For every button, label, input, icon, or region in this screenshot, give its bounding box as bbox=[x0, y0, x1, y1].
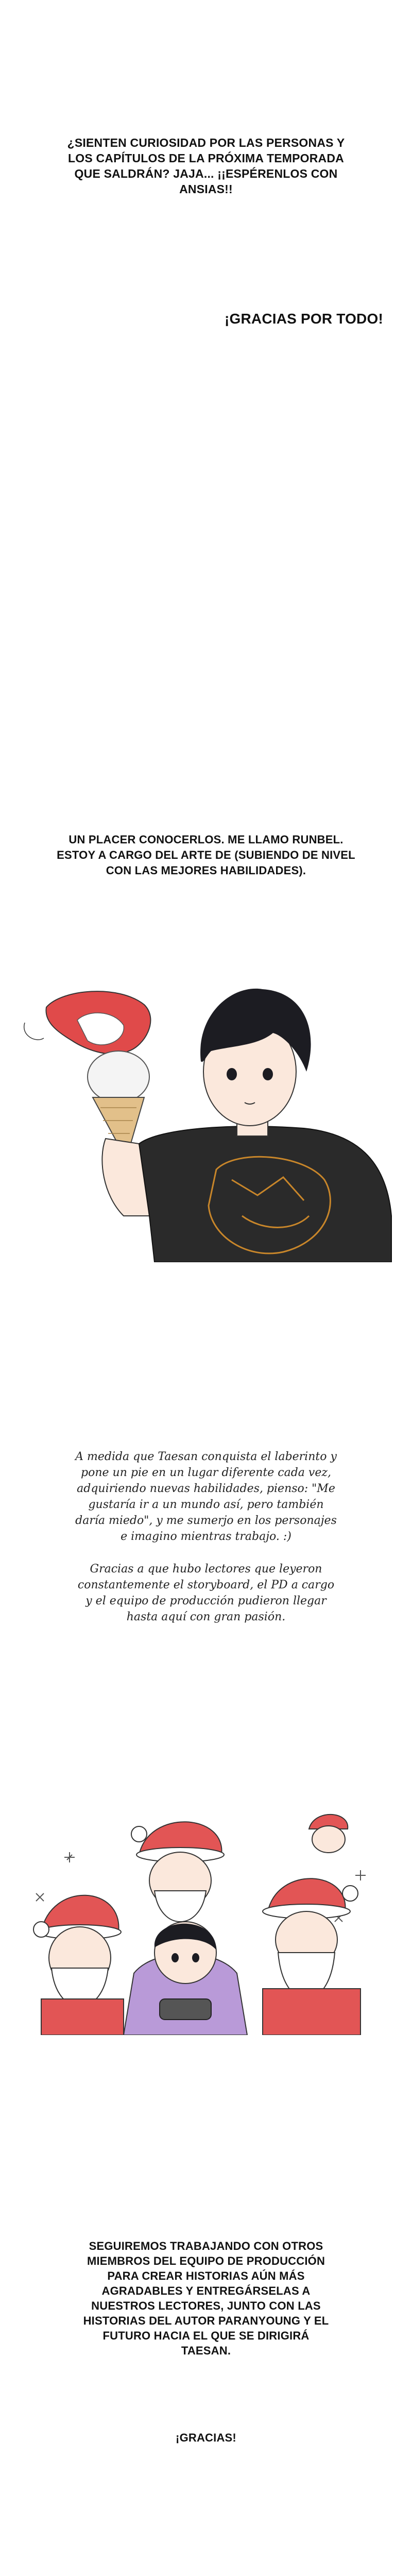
text-line: TAESAN. bbox=[181, 2344, 231, 2357]
text-line: CON LAS MEJORES HABILIDADES). bbox=[106, 864, 306, 877]
text-line: ANSIAS!! bbox=[179, 182, 233, 196]
artist-intro-text bbox=[0, 832, 412, 878]
text-line: ESTOY A CARGO DEL ARTE DE (SUBIENDO DE NIVEL bbox=[57, 849, 355, 861]
text-line: SEGUIREMOS TRABAJANDO CON OTROS bbox=[89, 2240, 323, 2252]
artist-message-text bbox=[0, 1449, 412, 1545]
text-line: PARA CREAR HISTORIAS AÚN MÁS bbox=[107, 2269, 305, 2282]
text-line: AGRADABLES Y ENTREGÁRSELAS A bbox=[101, 2284, 311, 2297]
text-line: e imagino mientras trabajo. :) bbox=[121, 1530, 291, 1543]
text-line: FUTURO HACIA EL QUE SE DIRIGIRÁ bbox=[102, 2329, 310, 2342]
text-line: ¿SIENTEN CURIOSIDAD POR LAS PERSONAS Y bbox=[67, 136, 345, 149]
text-line: UN PLACER CONOCERLOS. ME LLAMO RUNBEL. bbox=[68, 833, 344, 846]
text-line: constantemente el storyboard, el PD a cargo bbox=[77, 1579, 335, 1591]
artist-illustration bbox=[15, 974, 407, 1262]
taesan-character bbox=[124, 1922, 247, 2035]
santa-character bbox=[33, 1895, 124, 2035]
santa-character bbox=[263, 1878, 360, 2035]
gratitude-text bbox=[0, 1561, 412, 1625]
small-santa-character bbox=[309, 1815, 348, 1853]
thanks-final-text: ¡GRACIAS! bbox=[176, 2431, 236, 2444]
text-line: gustaría ir a un mundo así, pero también bbox=[88, 1498, 324, 1511]
text-line: pone un pie en un lugar diferente cada vez, bbox=[81, 1466, 331, 1479]
text-line: adquiriendo nuevas habilidades, pienso: "Me bbox=[77, 1482, 335, 1495]
text-line: NUESTROS LECTORES, JUNTO CON LAS bbox=[91, 2299, 321, 2312]
text-line: MIEMBROS DEL EQUIPO DE PRODUCCIÓN bbox=[87, 2255, 325, 2267]
text-line: QUE SALDRÁN? JAJA... ¡¡ESPÉRENLOS CON bbox=[74, 167, 338, 180]
text-line: hasta aquí con gran pasión. bbox=[126, 1611, 286, 1623]
text-line: Gracias a que hubo lectores que leyeron bbox=[90, 1563, 322, 1575]
text-line: daría miedo", y me sumerjo en los personajes bbox=[75, 1514, 337, 1527]
santa-character bbox=[131, 1822, 224, 1922]
text-line: A medida que Taesan conquista el laberinto y bbox=[75, 1450, 337, 1463]
closing-message-text bbox=[0, 2239, 412, 2358]
text-line: y el equipo de producción pudieron llegar bbox=[85, 1595, 327, 1607]
thanks-all-text: ¡GRACIAS POR TODO! bbox=[225, 311, 383, 327]
text-line: HISTORIAS DEL AUTOR PARANYOUNG Y EL bbox=[83, 2314, 329, 2327]
ice-cream-icon bbox=[24, 991, 151, 1159]
intro-question-text bbox=[0, 135, 412, 197]
text-line: LOS CAPÍTULOS DE LA PRÓXIMA TEMPORADA bbox=[68, 151, 344, 165]
team-illustration bbox=[21, 1803, 391, 2035]
